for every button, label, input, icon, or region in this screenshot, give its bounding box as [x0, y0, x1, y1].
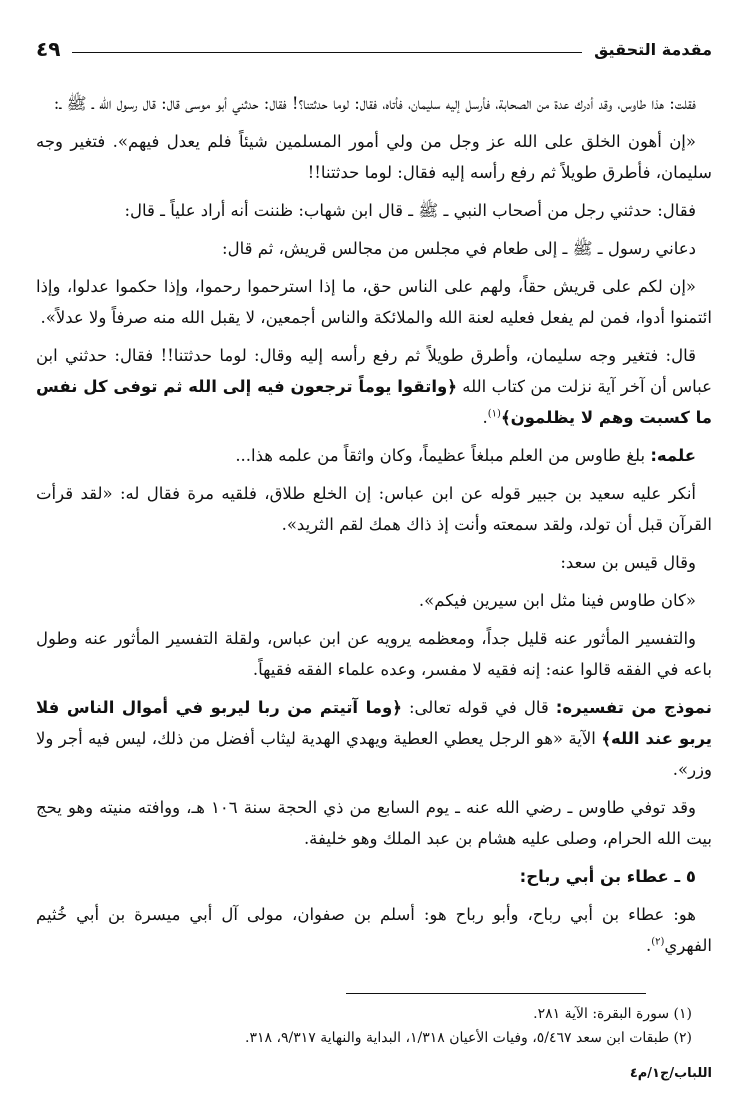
- paragraph: قال: فتغير وجه سليمان، وأطرق طويلاً ثم رفع رأسه إليه وقال: لوما حدثتنا!! فقال: حدثني ابن عباس أن آخر آية نزلت من كتاب الله ﴿واتقوا يوماً ترجعون فيه إلى الله ثم توفى كل نفس ما كسبت وهم لا يظلمون﴾$^{(١)}$.: [36, 346, 713, 427]
- quran-verse: ﴿واتقوا يوماً ترجعون فيه إلى الله ثم توفى كل نفس ما كسبت وهم لا يظلمون﴾: [36, 377, 712, 427]
- paragraph: دعاني رسول ـ ﷺ ـ إلى طعام في مجلس من مجالس قريش، ثم قال:: [222, 239, 696, 258]
- footnote-ref: (٢): [651, 936, 665, 948]
- paragraph-text: فقال: حدثني ابن عباس أن آخر آية نزلت من كتاب الله: [36, 346, 713, 396]
- footnote: (٢) طبقات ابن سعد ٥/٤٦٧، وفيات الأعيان ١/٣١٨، البداية والنهاية ٩/٣١٧، ٣١٨.: [245, 1030, 692, 1046]
- footnote: (١) سورة البقرة: الآية ٢٨١.: [533, 1006, 692, 1022]
- main-text: [36, 88, 712, 968]
- section-label: علمه:: [650, 446, 696, 465]
- header-rule: [72, 52, 582, 53]
- running-header: [36, 34, 712, 64]
- paragraph: والتفسير المأثور عنه قليل جداً، ومعظمه يرويه عن ابن عباس، ولقلة التفسير المأثور عنه وطول باعه في الفقه قالوا عنه: إنه فقيه لا مفسر، وعده علماء الفقه فقيهاً.: [36, 629, 712, 679]
- paragraph-text: بلغ طاوس من العلم مبلغاً عظيماً، وكان واثقاً من علمه هذا...: [235, 446, 646, 465]
- paragraph-text: قال: فتغير وجه سليمان، وأطرق طويلاً ثم رفع رأسه إليه وقال: لوما حدثتنا!!: [160, 346, 696, 365]
- section-label: نموذج من تفسيره:: [555, 698, 712, 717]
- page-number: ٤٩: [36, 37, 61, 61]
- paragraph: فقال: حدثني رجل من أصحاب النبي ـ ﷺ ـ قال ابن شهاب: ظننت أنه أراد علياً ـ قال:: [124, 201, 696, 220]
- footnotes: [36, 1002, 696, 1050]
- paragraph: أنكر عليه سعيد بن جبير قوله عن ابن عباس: إن الخلع طلاق، فلقيه مرة فقال له: «لقد قرأت القرآن قبل أن تولد، ولقد سمعته وأنت إذ ذاك همك لقم الثريد».: [36, 484, 712, 534]
- paragraph: [36, 692, 712, 785]
- paragraph: [36, 861, 712, 892]
- footnote-rule: [346, 993, 646, 994]
- running-title: مقدمة التحقيق: [594, 39, 712, 59]
- signature-mark: اللباب/ج١/م٤: [629, 1066, 712, 1081]
- paragraph: [36, 440, 712, 471]
- paragraph-text: هو: عطاء بن أبي رباح، وأبو رباح هو: أسلم بن صفوان، مولى آل أبي ميسرة بن أبي خُثيم الفهري: [36, 905, 712, 955]
- paragraph-text: قال في قوله تعالى:: [408, 698, 549, 717]
- footnote-ref: (١): [487, 408, 501, 420]
- paragraph: «إن أهون الخلق على الله عز وجل من ولي أمور المسلمين شيئاً فلم يعدل فيهم». فتغير وجه سليمان، فأطرق طويلاً ثم رفع رأسه إليه فقال: لوما حدثتنا!!: [36, 132, 712, 182]
- quran-verse: ﴿وما آتيتم من ربا ليربو في أموال الناس فلا يربو عند الله﴾: [36, 698, 712, 748]
- paragraph: فقلت: هذا طاوس، وقد أدرك عدة من الصحابة، فأرسل إليه سليمان، فأتاه، فقال: لوما حدثتنا؟! فقال: حدثني أبو موسى قال: قال رسول الله ـ ﷺ ـ:: [53, 94, 696, 113]
- section-heading: ٥ ـ عطاء بن أبي رباح:: [519, 867, 696, 886]
- paragraph: وقال قيس بن سعد:: [560, 553, 696, 572]
- paragraph: «إن لكم على قريش حقاً، ولهم على الناس حق، ما إذا استرحموا رحموا، وإذا حكموا عدلوا، وإذا ائتمنوا أدوا، فمن لم يفعل فعليه لعنة الله والملائكة والناس أجمعين، لا يقبل الله منه صرفاً ولا عدلاً».: [36, 277, 712, 327]
- paragraph: «كان طاوس فينا مثل ابن سيرين فيكم».: [418, 591, 696, 610]
- paragraph-text: الآية «هو الرجل يعطي العطية ويهدي الهدية ليثاب أفضل من ذلك، ليس فيه أجر ولا وزر».: [36, 729, 712, 779]
- paragraph: وقد توفي طاوس ـ رضي الله عنه ـ يوم السابع من ذي الحجة سنة ١٠٦ هـ، ووافته منيته وهو يحج بيت الله الحرام، وصلى عليه هشام بن عبد الملك وهو خليفة.: [36, 798, 712, 848]
- paragraph: هو: عطاء بن أبي رباح، وأبو رباح هو: أسلم بن صفوان، مولى آل أبي ميسرة بن أبي خُثيم الفهري$^{(٢)}$.: [36, 905, 712, 955]
